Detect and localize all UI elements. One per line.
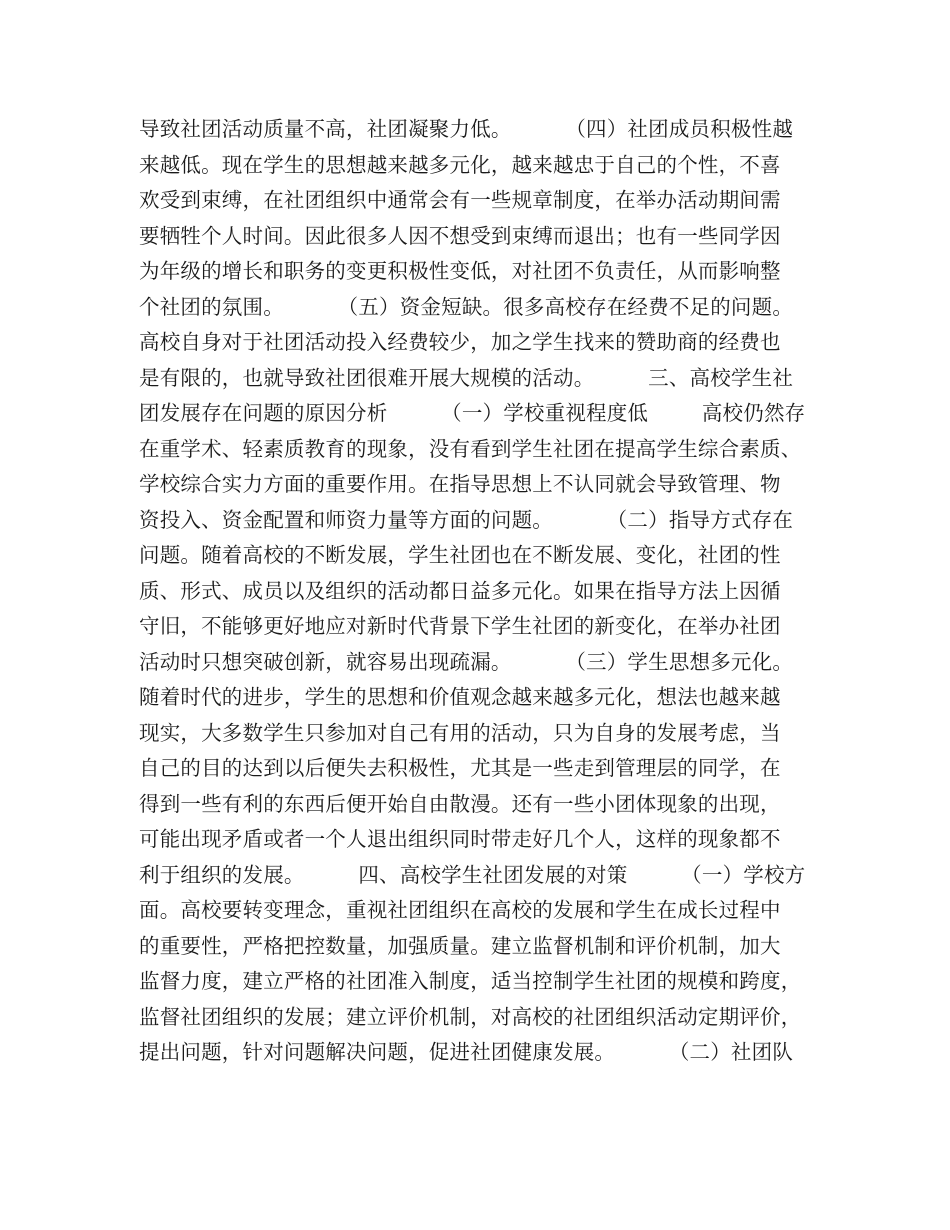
text-line: 得到一些有利的东西后便开始自由散漫。还有一些小团体现象的出现，	[139, 791, 781, 816]
text-line: 团发展存在问题的原因分析 （一）学校重视程度低 高校仍然存	[139, 401, 806, 425]
text-line: 个社团的氛围。 （五）资金短缺。很多高校存在经费不足的问题。	[139, 294, 794, 319]
text-line: 活动时只想突破创新，就容易出现疏漏。 （三）学生思想多元化。	[139, 649, 794, 674]
text-line: 监督社团组织的发展；建立评价机制，对高校的社团组织活动定期评价，	[139, 1004, 802, 1029]
text-line: 利于组织的发展。 四、高校学生社团发展的对策 （一）学校方	[139, 862, 806, 887]
text-line: 学校综合实力方面的重要作用。在指导思想上不认同就会导致管理、物	[139, 472, 781, 496]
text-line: 面。高校要转变理念，重视社团组织在高校的发展和学生在成长过程中	[139, 898, 781, 922]
text-line: 导致社团活动质量不高，社团凝聚力低。 （四）社团成员积极性越	[139, 117, 794, 141]
text-line: 问题。随着高校的不断发展，学生社团也在不断发展、变化，社团的性	[139, 543, 781, 567]
text-line: 欢受到束缚，在社团组织中通常会有一些规章制度，在举办活动期间需	[139, 188, 781, 212]
text-line: 守旧，不能够更好地应对新时代背景下学生社团的新变化，在举办社团	[139, 614, 781, 638]
text-line: 在重学术、轻素质教育的现象，没有看到学生社团在提高学生综合素质、	[139, 436, 802, 461]
text-line: 是有限的，也就导致社团很难开展大规模的活动。 三、高校学生社	[139, 365, 794, 390]
text-line: 随着时代的进步，学生的思想和价值观念越来越多元化，想法也越来越	[139, 685, 781, 709]
text-line: 高校自身对于社团活动投入经费较少，加之学生找来的赞助商的经费也	[139, 330, 781, 354]
body-text	[139, 112, 839, 1071]
text-line: 质、形式、成员以及组织的活动都日益多元化。如果在指导方法上因循	[139, 578, 781, 603]
text-line: 可能出现矛盾或者一个人退出组织同时带走好几个人，这样的现象都不	[139, 827, 781, 851]
text-line: 提出问题，针对问题解决问题，促进社团健康发展。 （二）社团队	[139, 1040, 794, 1064]
text-line: 为年级的增长和职务的变更积极性变低，对社团不负责任，从而影响整	[139, 259, 781, 283]
text-line: 自己的目的达到以后便失去积极性，尤其是一些走到管理层的同学，在	[139, 756, 781, 780]
text-line: 的重要性，严格把控数量，加强质量。建立监督机制和评价机制，加大	[139, 933, 781, 958]
text-line: 现实，大多数学生只参加对自己有用的活动，只为自身的发展考虑，当	[139, 720, 781, 745]
text-line: 来越低。现在学生的思想越来越多元化，越来越忠于自己的个性，不喜	[139, 152, 781, 177]
text-line: 监督力度，建立严格的社团准入制度，适当控制学生社团的规模和跨度，	[139, 969, 802, 993]
text-line: 资投入、资金配置和师资力量等方面的问题。 （二）指导方式存在	[139, 507, 794, 532]
text-line: 要牺牲个人时间。因此很多人因不想受到束缚而退出；也有一些同学因	[139, 223, 781, 248]
